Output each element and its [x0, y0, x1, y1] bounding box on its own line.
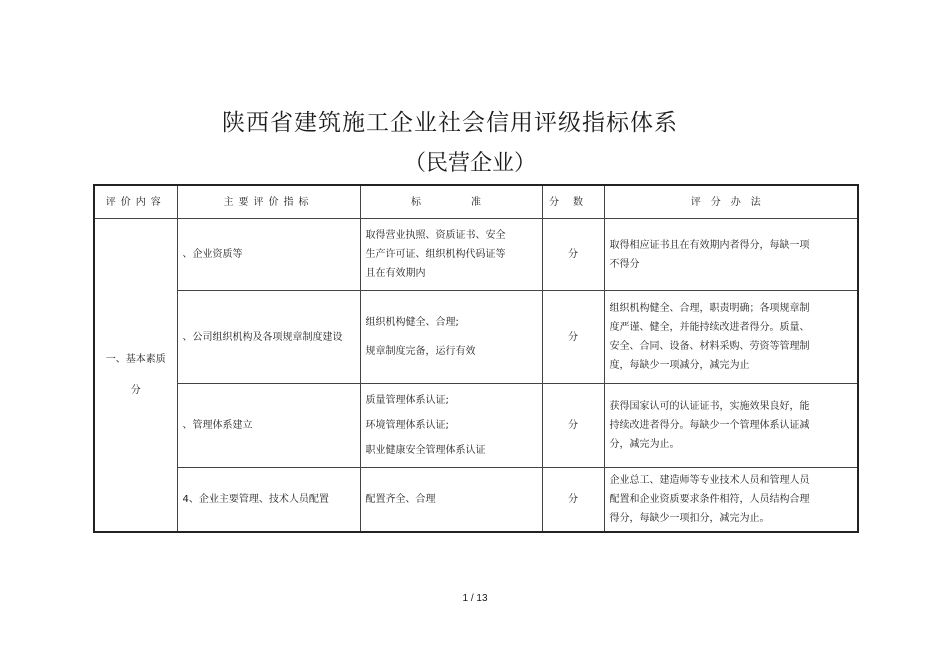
method-line: 取得相应证书且在有效期内者得分，每缺一项: [609, 239, 810, 251]
method-cell: [604, 468, 858, 532]
method-line: 企业总工、建造师等专业技术人员和管理人员: [609, 474, 810, 486]
header-standard: 标 准: [360, 185, 542, 219]
standard-line: 职业健康安全管理体系认证: [365, 445, 486, 456]
page-number: 1 / 13: [462, 593, 488, 604]
category-cell: [94, 219, 177, 532]
method-line: 配置和企业资质要求条件相符，人员结构合理: [609, 493, 810, 505]
method-line: 度，每缺少一项减分，减完为止: [609, 360, 750, 371]
table-row: [94, 384, 858, 468]
header-main-indicator: 主要评价指标: [177, 185, 360, 219]
criteria-table: [93, 184, 859, 533]
method-cell: [604, 291, 858, 384]
standard-cell: [360, 384, 542, 468]
indicator-cell: 4、企业主要管理、技术人员配置: [177, 468, 360, 532]
category-line: 分: [130, 384, 141, 396]
standard-line: 取得营业执照、资质证书、安全: [365, 230, 506, 241]
table-header-row: [94, 185, 858, 219]
header-score: 分数: [542, 185, 604, 219]
method-line: 得分，每缺少一项扣分，减完为止。: [609, 512, 770, 524]
method-line: 获得国家认可的认证证书，实施效果良好，能: [609, 401, 810, 412]
indicator-cell: 、公司组织机构及各项规章制度建设: [177, 291, 360, 384]
standard-line: 且在有效期内: [365, 268, 426, 279]
standard-line: 配置齐全、合理: [365, 493, 436, 505]
standard-line: 质量管理体系认证;: [365, 395, 449, 406]
method-cell: [604, 384, 858, 468]
standard-line: 环境管理体系认证;: [365, 420, 449, 431]
standard-line: 规章制度完备，运行有效: [365, 346, 476, 357]
score-cell: 分: [542, 468, 604, 532]
category-line: 一、基本素质: [105, 353, 166, 365]
method-line: 持续改进者得分。每缺少一个管理体系认证减: [609, 420, 810, 431]
score-cell: 分: [542, 384, 604, 468]
header-evaluation-content: 评价内容: [94, 185, 177, 219]
document-title: 陕西省建筑施工企业社会信用评级指标体系: [222, 110, 678, 136]
standard-cell: [360, 291, 542, 384]
method-cell: [604, 219, 858, 291]
score-cell: 分: [542, 291, 604, 384]
standard-line: 组织机构健全、合理;: [365, 317, 459, 328]
standard-cell: [360, 219, 542, 291]
score-cell: 分: [542, 219, 604, 291]
standard-line: 生产许可证、组织机构代码证等: [365, 249, 506, 260]
header-scoring-method: 评分办法: [604, 185, 858, 219]
table-row: [94, 219, 858, 291]
indicator-cell: 、企业资质等: [177, 219, 360, 291]
method-line: 度严谨、健全，并能持续改进者得分。质量、: [609, 322, 810, 333]
document-subtitle: （民营企业）: [403, 151, 536, 176]
indicator-cell: 、管理体系建立: [177, 384, 360, 468]
method-line: 安全、合同、设备、材料采购、劳资等管理制: [609, 341, 810, 352]
method-line: 不得分: [609, 258, 640, 270]
table-row: [94, 468, 858, 532]
standard-cell: [360, 468, 542, 532]
method-line: 组织机构健全、合理，职责明确；各项规章制: [609, 303, 810, 314]
method-line: 分，减完为止。: [609, 439, 680, 450]
table-row: [94, 291, 858, 384]
